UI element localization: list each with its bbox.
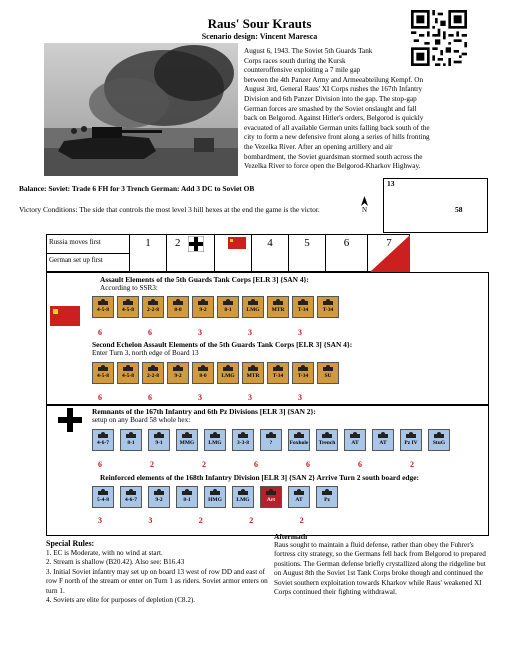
unit-counter xyxy=(142,296,164,318)
unit-quantity: 2 xyxy=(198,516,203,525)
unit-counter-label: SU xyxy=(324,373,332,379)
soviet-group2-setup: Enter Turn 3, north edge of Board 13 xyxy=(92,349,199,357)
aftermath-text: Raus sought to maintain a fluid defense, rather than obey the Fuhrer's fortress city strategy, so the Germans fell back from Belgorod to prepared positions. The German defense briefly crystallized along the ridgeline but on August 8th the Soviet 1st Tank Corps broke though and continued the Soviet southern exploitation towards Kharkov while Raus' weakened XI Corps continued their fighting withdrawal. xyxy=(274,541,486,597)
unit-quantity: 3 xyxy=(298,393,302,402)
special-rule-item: 4. Soviets are elite for purposes of depletion (C8.2). xyxy=(46,596,196,605)
intro-line: evacuated of all available German units falling back south of the xyxy=(244,123,430,132)
unit-counter xyxy=(92,362,114,384)
unit-counter xyxy=(176,486,198,508)
compass-label: N xyxy=(361,206,368,214)
unit-counter xyxy=(167,362,189,384)
turn-number: 4 xyxy=(267,237,273,249)
unit-counter-label: AT xyxy=(295,497,303,503)
unit-counter-label: 2-2-8 xyxy=(147,307,159,313)
unit-counter xyxy=(260,429,282,451)
unit-counter xyxy=(142,362,164,384)
unit-counter xyxy=(292,362,314,384)
unit-counter-label: LMG xyxy=(236,497,250,503)
unit-counter xyxy=(92,429,114,451)
unit-counter xyxy=(217,296,239,318)
aftermath-title: Aftermath xyxy=(274,532,308,541)
unit-counter xyxy=(120,486,142,508)
unit-counter-label: T-34 xyxy=(297,373,309,379)
unit-counter xyxy=(192,296,214,318)
unit-counter xyxy=(232,429,254,451)
unit-quantity: 3 xyxy=(98,516,102,525)
turn-cell-4 xyxy=(251,234,288,272)
unit-counter-label: AT xyxy=(379,440,387,446)
unit-counter-label: Pz xyxy=(324,497,330,503)
german-group1-setup: setup on any Board 58 whole hex: xyxy=(92,416,191,424)
unit-counter xyxy=(217,362,239,384)
unit-counter-label: 4-5-8 xyxy=(97,373,109,379)
unit-quantity: 2 xyxy=(299,516,304,525)
soviet-side-flag-icon xyxy=(50,306,80,326)
soviet-group1-header: Assault Elements of the 5th Guards Tank Corps [ELR 3] {SAN 4}: xyxy=(100,275,309,284)
unit-counter-label: LMG xyxy=(208,440,222,446)
historical-intro xyxy=(244,47,476,172)
unit-counter xyxy=(148,429,170,451)
unit-quantity: 3 xyxy=(248,328,252,337)
unit-counter xyxy=(232,486,254,508)
unit-quantity: 3 xyxy=(198,328,202,337)
turn-number: 7 xyxy=(386,237,392,249)
unit-counter xyxy=(176,429,198,451)
special-rules-title: Special Rules: xyxy=(46,539,95,548)
turn-number: 6 xyxy=(343,237,350,249)
unit-counter-label: MTR xyxy=(271,307,285,313)
german-group1-quantities xyxy=(92,460,487,470)
unit-counter xyxy=(267,362,289,384)
soviet-group1-setup: According to SSR3: xyxy=(100,284,158,292)
unit-counter xyxy=(148,486,170,508)
unit-quantity: 3 xyxy=(148,516,153,525)
unit-counter-label: ? xyxy=(269,440,273,446)
board-configuration xyxy=(383,178,488,233)
unit-quantity: 6 xyxy=(148,328,152,337)
unit-counter xyxy=(317,362,339,384)
soviet-group2-header: Second Echelon Assault Elements of the 5th Guards Tank Corps [ELR 3] {SAN 4}: xyxy=(92,340,353,349)
german-group2-counters xyxy=(92,484,487,514)
unit-counter-label: 5-4-8 xyxy=(97,497,109,503)
unit-quantity: 6 xyxy=(98,328,102,337)
unit-counter xyxy=(192,362,214,384)
unit-quantity: 6 xyxy=(306,460,310,469)
unit-counter-label: 9-2 xyxy=(199,307,207,313)
unit-counter xyxy=(316,486,338,508)
unit-counter-label: 9-2 xyxy=(174,373,182,379)
german-cross-icon xyxy=(188,236,204,252)
unit-counter xyxy=(372,429,394,451)
german-side-cross-icon xyxy=(57,407,83,433)
intro-line: the Vezelka River. After an opening artillery and air xyxy=(244,142,393,151)
intro-line: back on Belgorod. Against Hitler's orders, Belgorod is quickly xyxy=(244,114,424,123)
intro-line: city to form a new defensive front along a series of hills fronting xyxy=(244,133,430,142)
unit-counter-label: 4-6-7 xyxy=(125,497,137,503)
unit-quantity: 6 xyxy=(98,460,102,469)
german-group1-header: Remnants of the 167th Infantry and 6th Pz Divisions [ELR 3] {SAN 2}: xyxy=(92,407,316,416)
intro-line: Vezelka River to force open the Belgorod-Kharkov Highway. xyxy=(244,162,421,171)
unit-quantity: 6 xyxy=(358,460,362,469)
unit-counter xyxy=(267,296,289,318)
unit-counter-label: 4-6-7 xyxy=(97,440,109,446)
unit-counter-label: MTR xyxy=(246,373,260,379)
special-rule-item: 1. EC is Moderate, with no wind at start. xyxy=(46,549,163,557)
special-rules-list xyxy=(46,549,274,605)
game-end-marker-icon xyxy=(370,235,410,272)
unit-quantity: 3 xyxy=(198,393,202,402)
soviet-group2-quantities xyxy=(92,393,362,403)
unit-counter xyxy=(117,362,139,384)
unit-counter-label: Foxhole xyxy=(289,440,309,446)
intro-line: counteroffensive exploiting a 7 mile gap xyxy=(244,66,361,75)
intro-line: German forces are smashed by the Soviet onslaught and fall xyxy=(244,104,417,113)
turn-cell-5 xyxy=(288,234,325,272)
intro-line: August 6, 1943. The Soviet 5th Guards Tank xyxy=(244,47,373,55)
setup-first-label: German set up first xyxy=(49,256,103,264)
board-number-bottom: 58 xyxy=(455,205,463,214)
unit-counter-label: 4-5-8 xyxy=(122,373,134,379)
german-group1-counters xyxy=(92,427,487,457)
unit-quantity: 3 xyxy=(248,393,252,402)
first-move-label: Russia moves first xyxy=(49,238,101,246)
german-group2-quantities xyxy=(92,516,487,526)
unit-counter xyxy=(344,429,366,451)
unit-counter xyxy=(428,429,450,451)
intro-line: August 3rd, General Raus' XI Corps rushes the 167th Infantry xyxy=(244,85,423,94)
unit-counter xyxy=(292,296,314,318)
unit-counter-label: 4-5-8 xyxy=(122,307,134,313)
unit-counter xyxy=(316,429,338,451)
turn-number: 5 xyxy=(304,237,310,249)
oob-side-divider xyxy=(46,404,489,406)
board-number-top: 13 xyxy=(387,179,395,188)
unit-counter xyxy=(92,486,114,508)
unit-quantity: 2 xyxy=(202,460,206,469)
unit-counter xyxy=(117,296,139,318)
intro-line: bombardment, the Soviet guardsman stormed south across the xyxy=(244,152,423,161)
unit-counter-label: T-34 xyxy=(297,307,309,313)
unit-counter-label: 8-1 xyxy=(127,440,135,446)
german-group2-header: Reinforced elements of the 168th Infantry Division [ELR 3] {SAN 2} Arrive Turn 2 south board edge: xyxy=(100,473,419,482)
unit-counter xyxy=(317,296,339,318)
unit-counter-label: 8-0 xyxy=(174,307,182,313)
unit-quantity: 6 xyxy=(98,393,102,402)
unit-counter-label: 8-1 xyxy=(224,307,232,313)
unit-counter-label: Pz IV xyxy=(404,440,418,446)
unit-counter-label: 9-1 xyxy=(155,440,163,446)
intro-line: Division and 6th Panzer Division into the gap. The stop-gap xyxy=(244,94,417,103)
unit-counter xyxy=(288,429,310,451)
turn-cell-1 xyxy=(129,234,166,272)
victory-conditions: Victory Conditions: The side that controls the most level 3 hill hexes at the end the game is the victor. xyxy=(19,205,320,214)
scenario-designer: Scenario design: Vincent Maresca xyxy=(201,32,318,41)
unit-counter xyxy=(204,486,226,508)
unit-counter-label: StuG xyxy=(432,440,446,446)
unit-counter xyxy=(400,429,422,451)
unit-counter xyxy=(120,429,142,451)
turn-number: 2 xyxy=(175,237,181,249)
battle-photo xyxy=(44,43,238,176)
soviet-flag-icon xyxy=(228,237,246,249)
unit-counter xyxy=(242,296,264,318)
unit-counter xyxy=(242,362,264,384)
unit-counter-label: MMG xyxy=(179,440,195,446)
unit-counter xyxy=(167,296,189,318)
unit-counter-label: 3-3-8 xyxy=(237,440,249,446)
soviet-group2-counters xyxy=(92,360,362,390)
unit-counter xyxy=(260,486,282,508)
unit-quantity: 3 xyxy=(298,328,302,337)
compass-north-icon xyxy=(360,196,369,214)
unit-counter-label: Art xyxy=(266,497,276,503)
unit-counter-label: HMG xyxy=(208,497,222,503)
unit-counter xyxy=(288,486,310,508)
unit-counter-label: 8-0 xyxy=(199,373,207,379)
unit-quantity: 2 xyxy=(249,516,254,525)
scenario-title: Raus' Sour Krauts xyxy=(207,16,312,31)
unit-quantity: 2 xyxy=(410,460,414,469)
soviet-group1-quantities xyxy=(92,328,362,338)
unit-counter-label: 9-2 xyxy=(155,497,163,503)
special-rule-item: 2. Stream is shallow (B20.42). Also see: B16.43 xyxy=(46,558,185,567)
unit-counter-label: LMG xyxy=(246,307,260,313)
unit-counter xyxy=(92,296,114,318)
unit-quantity: 2 xyxy=(150,460,154,469)
unit-quantity: 6 xyxy=(254,460,258,469)
unit-counter-label: 8-1 xyxy=(183,497,191,503)
unit-counter-label: Trench xyxy=(318,440,336,446)
unit-counter-label: T-34 xyxy=(272,373,284,379)
special-rule-item: 3. Initial Soviet infantry may set up on board 13 west of row DD and east of row F north of the stream or enter on Turn 1 as riders. Soviet armor enters on turn 1. xyxy=(46,567,268,595)
turn-cell-6 xyxy=(325,234,367,272)
unit-counter-label: T-34 xyxy=(322,307,334,313)
intro-line: Corps races south during the Kursk xyxy=(244,56,346,65)
balance-text: Balance: Soviet: Trade 6 FH for 3 Trench German: Add 3 DC to Soviet OB xyxy=(19,184,255,193)
unit-counter-label: 2-2-8 xyxy=(147,373,159,379)
turn-number: 1 xyxy=(145,237,151,249)
turn-label-divider xyxy=(46,253,129,254)
intro-line: between the 4th Panzer Army and Armeeabteilung Kempf. On xyxy=(244,75,424,84)
unit-counter-label: AT xyxy=(351,440,359,446)
unit-counter xyxy=(204,429,226,451)
unit-quantity: 6 xyxy=(148,393,152,402)
soviet-group1-counters xyxy=(92,294,362,324)
unit-counter-label: 4-5-8 xyxy=(97,307,109,313)
unit-counter-label: LMG xyxy=(221,373,235,379)
